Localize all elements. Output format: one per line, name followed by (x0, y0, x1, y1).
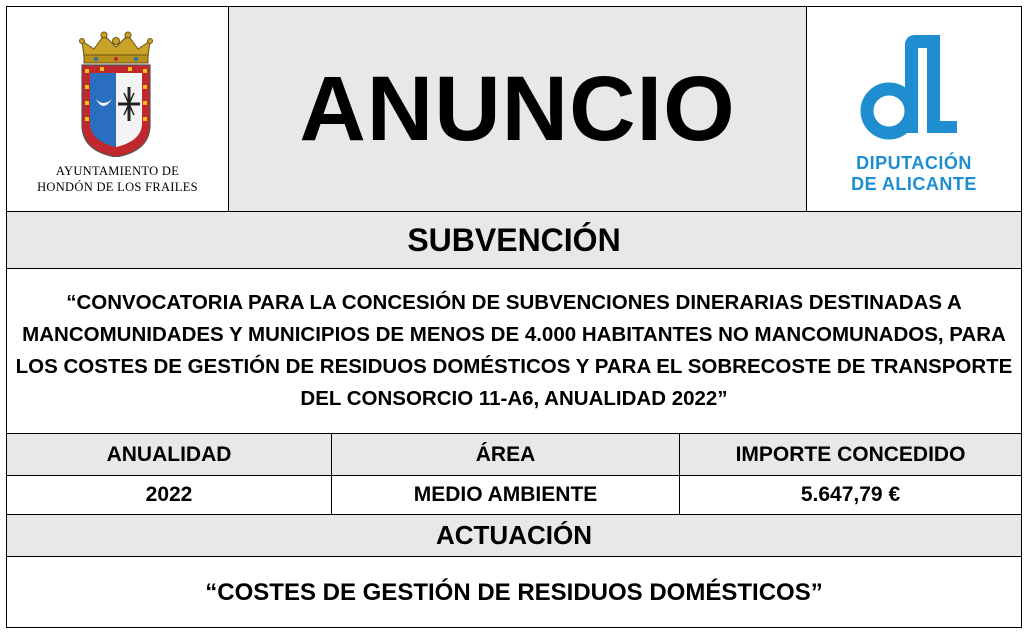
section-title: SUBVENCIÓN (7, 212, 1021, 269)
announcement-sheet (6, 6, 1022, 628)
call-text: “CONVOCATORIA PARA LA CONCESIÓN DE SUBVENCIONES DINERARIAS DESTINADAS A MANCOMUNIDADES Y MUNICIPIOS DE MENOS DE 4.000 HABITANTES NO MANCOMUNADOS, PARA LOS COSTES DE GESTIÓN DE RESIDUOS DOMÉSTICOS Y PARA EL SOBRECOSTE DE TRANSPORTE DEL CONSORCIO 11-A6, ANUALIDAD 2022” (15, 291, 1013, 410)
cell-year: 2022 (7, 476, 332, 514)
cell-amount: 5.647,79 € (800, 483, 901, 506)
municipality-name-line1: AYUNTAMIENTO DE (55, 164, 180, 178)
diputacion-name-line1: DIPUTACIÓN (856, 153, 972, 173)
header-year: ANUALIDAD (7, 434, 332, 475)
cell-area: MEDIO AMBIENTE (332, 476, 680, 514)
table-row (7, 476, 1021, 515)
call-description (7, 269, 1021, 434)
header-amount: IMPORTE CONCEDIDO (735, 442, 966, 466)
diputacion-logo-cell (807, 7, 1021, 211)
header-area: ÁREA (332, 434, 680, 475)
municipality-logo-cell (7, 7, 229, 211)
diputacion-logo-icon (857, 33, 965, 153)
municipality-coat-of-arms-icon (76, 27, 156, 157)
title-cell (229, 7, 807, 211)
page-title: ANUNCIO (299, 57, 736, 160)
table-header-row (7, 434, 1021, 476)
diputacion-name-line2: DE ALICANTE (851, 174, 977, 194)
header-row (7, 7, 1021, 212)
action-title: ACTUACIÓN (7, 515, 1021, 557)
municipality-name-line2: HONDÓN DE LOS FRAILES (37, 180, 198, 194)
action-description: “COSTES DE GESTIÓN DE RESIDUOS DOMÉSTICOS” (205, 579, 823, 606)
